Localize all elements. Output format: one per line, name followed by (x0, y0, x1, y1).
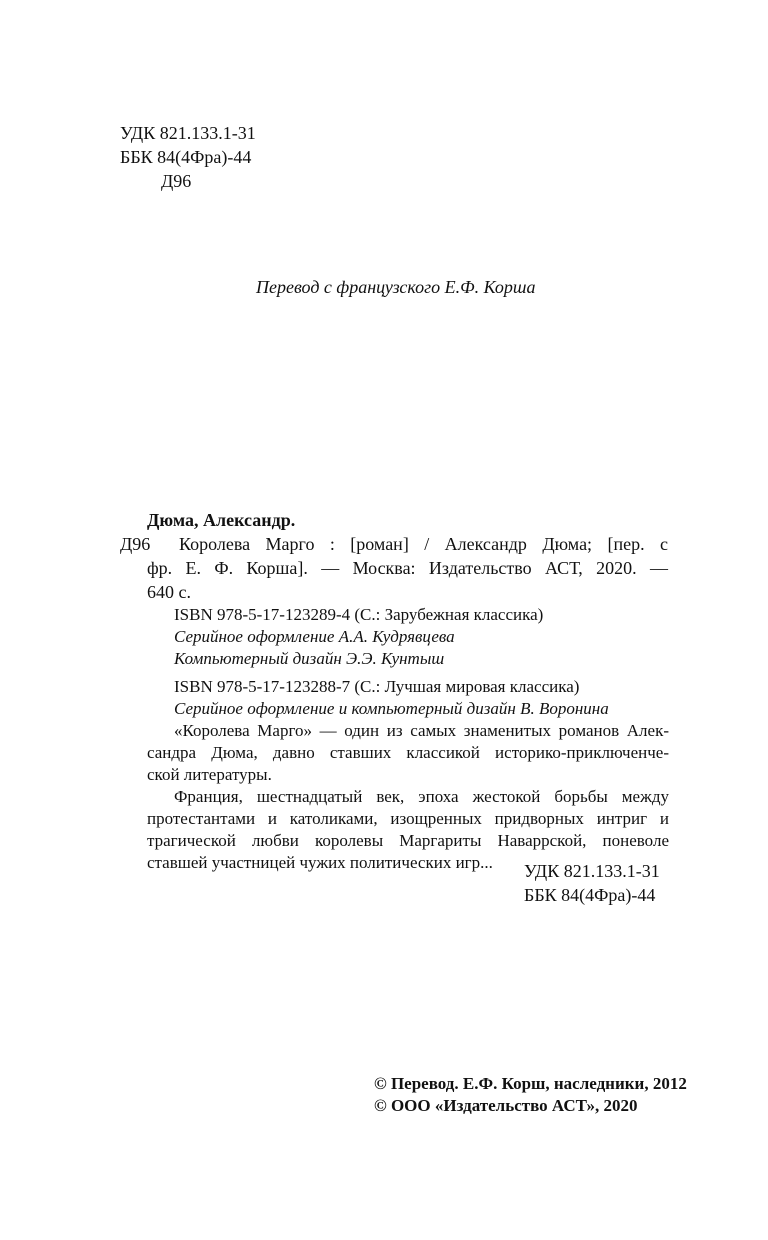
record-title-line-2: фр. Е. Ф. Корша]. — Москва: Издательство АСТ, 2020. — (147, 558, 668, 578)
translation-credit: Перевод с французского Е.Ф. Корша (256, 277, 536, 297)
isbn-2: ISBN 978-5-17-123288-7 (С.: Лучшая мировая классика) (174, 677, 580, 696)
header-udk: УДК 821.133.1-31 (120, 123, 256, 143)
record-title-line-1: Королева Марго : [роман] / Александр Дюма; [пер. с (179, 534, 668, 554)
annotation-1-line-1: «Королева Марго» — один из самых знаменитых романов Алек- (174, 721, 669, 740)
annotation-2-line-4: ставшей участницей чужих политических игр... (147, 853, 493, 872)
header-author-mark: Д96 (161, 171, 192, 191)
record-udk: УДК 821.133.1-31 (524, 861, 660, 881)
annotation-2-line-3: трагической любви королевы Маргариты Наваррской, поневоле (147, 831, 669, 850)
annotation-2-line-2: протестантами и католиками, изощренных придворных интриг и (147, 809, 669, 828)
record-title-line-3: 640 с. (147, 582, 191, 602)
copyright-translation: © Перевод. Е.Ф. Корш, наследники, 2012 (374, 1074, 687, 1093)
record-bbk: ББК 84(4Фра)-44 (524, 885, 656, 905)
isbn-1: ISBN 978-5-17-123289-4 (С.: Зарубежная классика) (174, 605, 544, 624)
record-author-mark: Д96 (120, 534, 151, 554)
series-design-1: Серийное оформление А.А. Кудрявцева (174, 627, 455, 646)
annotation-2-line-1: Франция, шестнадцатый век, эпоха жестокой борьбы между (174, 787, 669, 806)
annotation-1-line-3: ской литературы. (147, 765, 272, 784)
annotation-1-line-2: сандра Дюма, давно ставших классикой историко-приключенче- (147, 743, 669, 762)
header-bbk: ББК 84(4Фра)-44 (120, 147, 252, 167)
record-author: Дюма, Александр. (147, 510, 296, 530)
series-design-2: Серийное оформление и компьютерный дизайн В. Воронина (174, 699, 609, 718)
copyright-publisher: © ООО «Издательство АСТ», 2020 (374, 1096, 638, 1115)
computer-design-1: Компьютерный дизайн Э.Э. Кунтыш (174, 649, 445, 668)
